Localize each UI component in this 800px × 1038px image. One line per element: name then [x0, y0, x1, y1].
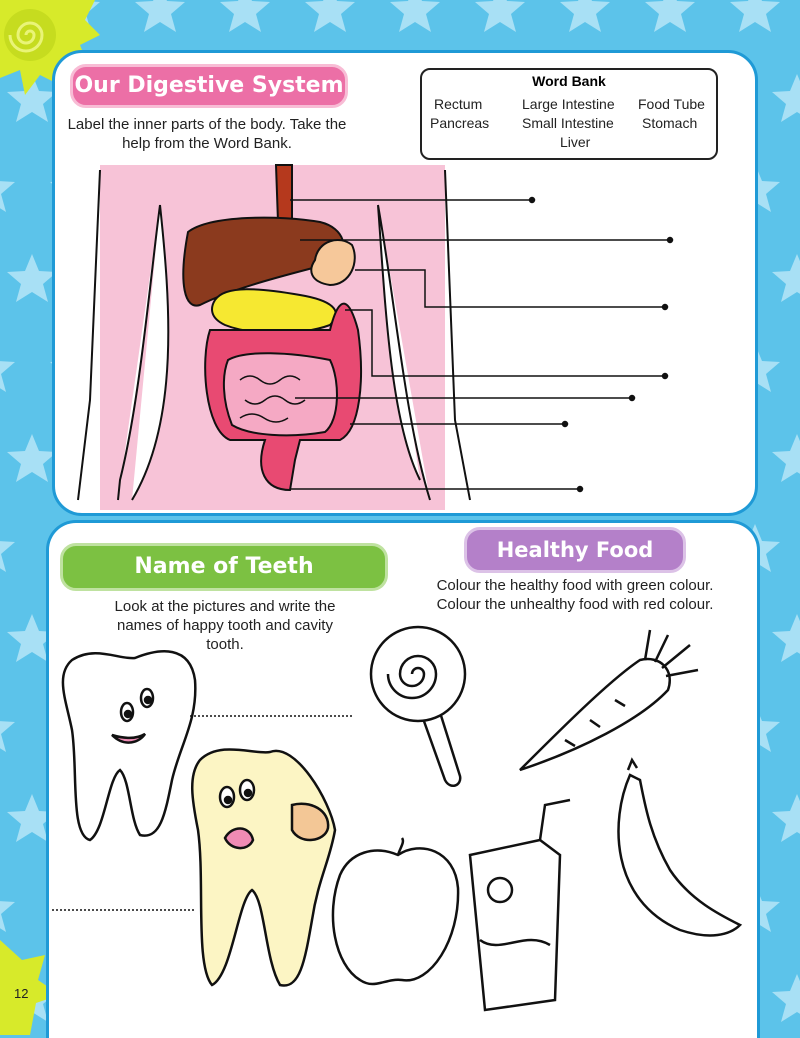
happy-tooth [63, 651, 195, 840]
cavity-tooth [192, 749, 335, 985]
juice-box-drawing [470, 800, 570, 1010]
apple-drawing [333, 838, 458, 984]
word-stomach: Stomach [642, 115, 698, 131]
word-liver: Liver [560, 134, 591, 150]
food-instruction-2: Colour the unhealthy food with red colour. [436, 596, 714, 613]
carrot-drawing [520, 630, 698, 770]
lollipop-drawing [371, 627, 465, 786]
word-small-intestine: Small Intestine [522, 115, 614, 131]
word-bank-title: Word Bank [532, 73, 606, 89]
digestive-title: Our Digestive System [70, 64, 348, 108]
digestive-instruction: Label the inner parts of the body. Take the help from the Word Bank. [67, 116, 347, 152]
banana-drawing [618, 760, 740, 935]
food-instruction-1: Colour the healthy food with green colour. [436, 577, 714, 594]
food-title: Healthy Food [464, 527, 686, 573]
teeth-instruction: Look at the pictures and write the names of happy tooth and cavity tooth. [114, 598, 336, 653]
word-large-intestine: Large Intestine [522, 96, 615, 112]
word-pancreas: Pancreas [430, 115, 490, 131]
teeth-title: Name of Teeth [60, 543, 388, 591]
page-number: 12 [14, 986, 29, 1001]
word-rectum: Rectum [434, 96, 483, 112]
word-food-tube: Food Tube [638, 96, 705, 112]
